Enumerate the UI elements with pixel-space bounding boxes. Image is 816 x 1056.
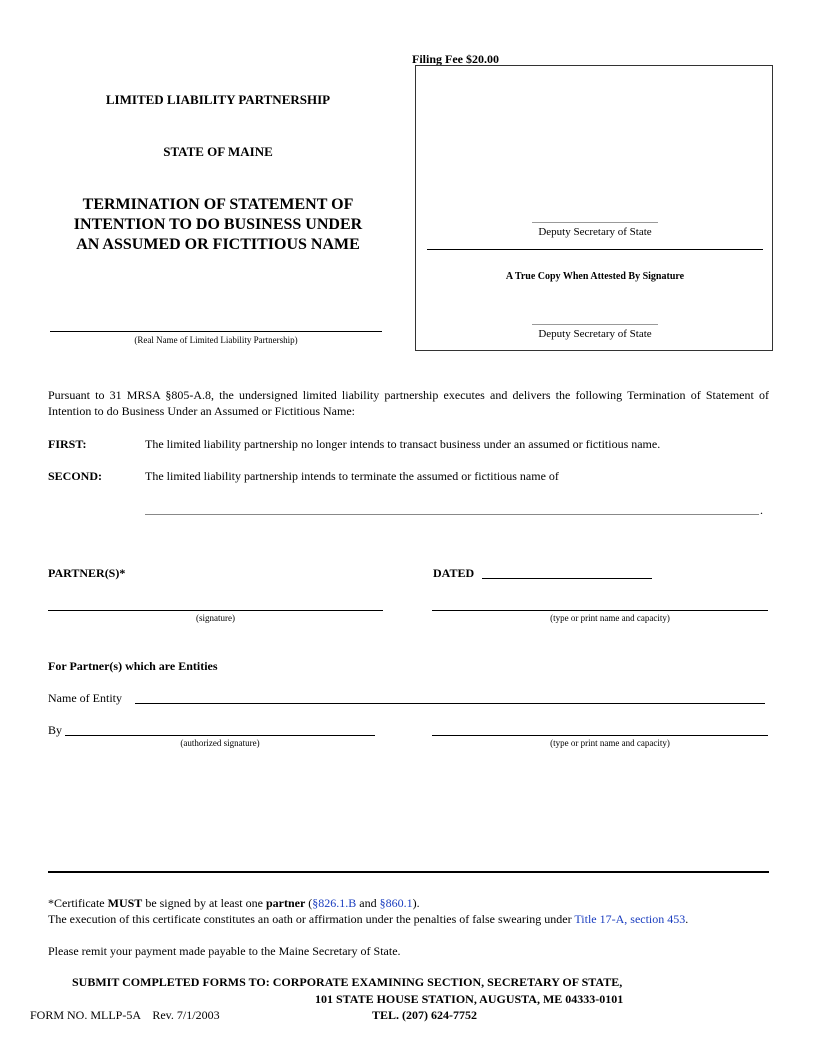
cert-partner: partner bbox=[265, 896, 306, 910]
second-text: The limited liability partnership intends to terminate the assumed or fictitious name of bbox=[145, 469, 559, 483]
entities-heading: For Partner(s) which are Entities bbox=[48, 659, 218, 673]
cert-text: ). bbox=[412, 896, 420, 910]
assumed-name-field[interactable] bbox=[145, 514, 759, 515]
title-line: INTENTION TO DO BUSINESS UNDER bbox=[73, 216, 363, 233]
cert-text: be signed by at least one bbox=[142, 896, 266, 910]
statute-link-826[interactable]: §826.1.B bbox=[312, 896, 357, 910]
oath-text: The execution of this certificate constitutes an oath or affirmation under the penalties of false swearing under bbox=[48, 912, 575, 926]
statute-link-title-17a[interactable]: Title 17-A, section 453 bbox=[574, 912, 686, 926]
filing-fee: Filing Fee $20.00 bbox=[412, 52, 499, 66]
oath-text: . bbox=[685, 912, 689, 926]
deputy-caption-2: Deputy Secretary of State bbox=[538, 328, 652, 340]
footer-divider bbox=[48, 871, 769, 873]
partners-label: PARTNER(S)* bbox=[48, 566, 126, 580]
intro-paragraph: Pursuant to 31 MRSA §805-A.8, the undersigned limited liability partnership executes and delivers the following Termination of Statement of Intention to do Business Under an Assumed or Fictitious Name: bbox=[48, 388, 769, 418]
form-type-heading: LIMITED LIABILITY PARTNERSHIP bbox=[105, 92, 331, 107]
authorized-signature-caption: (authorized signature) bbox=[180, 738, 260, 748]
deputy-signature-line-1 bbox=[532, 222, 658, 223]
telephone: TEL. (207) 624-7752 bbox=[372, 1008, 477, 1022]
cert-text: ( bbox=[305, 896, 313, 910]
by-label: By bbox=[48, 723, 63, 737]
filing-stamp-box bbox=[415, 65, 773, 351]
first-text: The limited liability partnership no longer intends to transact business under an assumed or fictitious name. bbox=[145, 437, 661, 451]
submit-address-line-2: 101 STATE HOUSE STATION, AUGUSTA, ME 04333-0101 bbox=[315, 992, 624, 1006]
date-field[interactable] bbox=[482, 578, 652, 579]
real-name-field[interactable] bbox=[50, 331, 382, 332]
signature-caption: (signature) bbox=[196, 613, 235, 623]
entity-name-field[interactable] bbox=[135, 703, 765, 704]
print-name-caption: (type or print name and capacity) bbox=[550, 613, 670, 623]
submit-address-line-1: SUBMIT COMPLETED FORMS TO: CORPORATE EXAMINING SECTION, SECRETARY OF STATE, bbox=[72, 975, 623, 989]
remit-note: Please remit your payment made payable to the Maine Secretary of State. bbox=[48, 944, 401, 958]
state-heading: STATE OF MAINE bbox=[163, 144, 273, 159]
assumed-name-period: . bbox=[760, 503, 763, 517]
true-copy-label: A True Copy When Attested By Signature bbox=[505, 271, 685, 282]
title-line: TERMINATION OF STATEMENT OF bbox=[82, 196, 354, 213]
partner-signature-field[interactable] bbox=[48, 610, 383, 611]
second-label: SECOND: bbox=[48, 469, 103, 483]
oath-note bbox=[48, 911, 788, 927]
dated-label: DATED bbox=[433, 566, 475, 580]
cert-must: MUST bbox=[107, 896, 143, 910]
entity-print-name-field[interactable] bbox=[432, 735, 768, 736]
cert-text: *Certificate bbox=[48, 896, 108, 910]
deputy-caption-1: Deputy Secretary of State bbox=[538, 226, 652, 238]
form-number: FORM NO. MLLP-5A Rev. 7/1/2003 bbox=[30, 1008, 220, 1022]
deputy-signature-line-2 bbox=[532, 324, 658, 325]
first-label: FIRST: bbox=[48, 437, 87, 451]
cert-text: and bbox=[356, 896, 380, 910]
title-line: AN ASSUMED OR FICTITIOUS NAME bbox=[76, 236, 360, 253]
stamp-divider bbox=[427, 249, 763, 250]
page-title bbox=[28, 195, 408, 255]
statute-link-860[interactable]: §860.1 bbox=[379, 896, 413, 910]
real-name-caption: (Real Name of Limited Liability Partnership) bbox=[134, 335, 298, 345]
authorized-signature-field[interactable] bbox=[65, 735, 375, 736]
partner-print-name-field[interactable] bbox=[432, 610, 768, 611]
certificate-note bbox=[48, 895, 769, 911]
entity-print-name-caption: (type or print name and capacity) bbox=[550, 738, 670, 748]
entity-name-label: Name of Entity bbox=[48, 691, 122, 705]
